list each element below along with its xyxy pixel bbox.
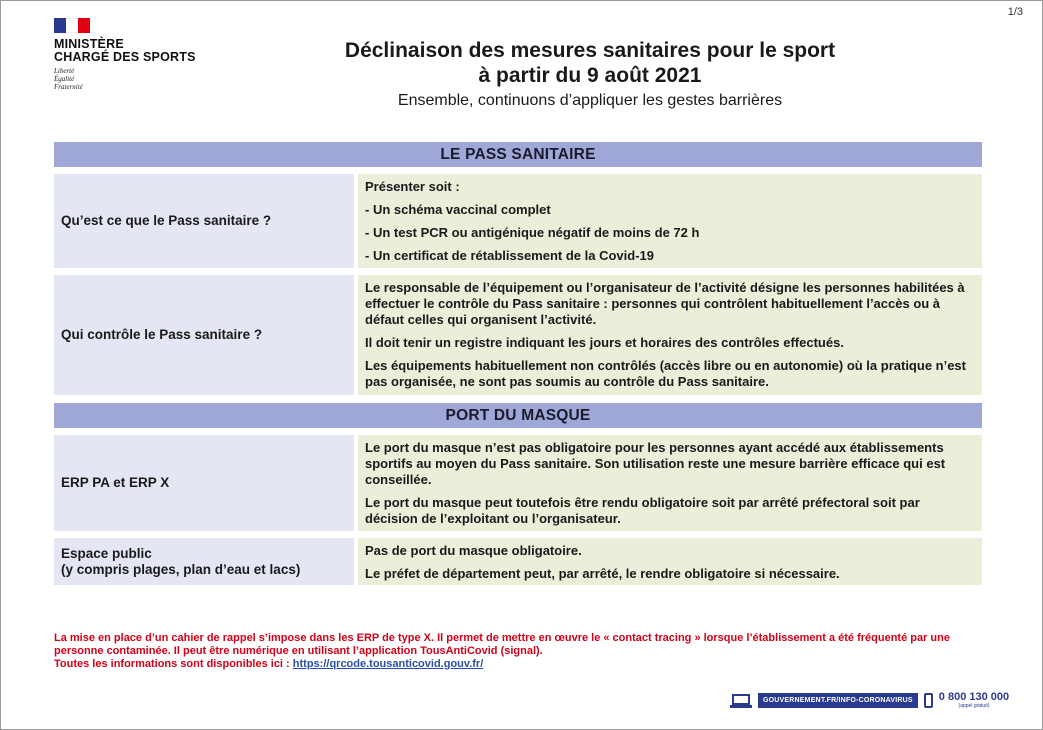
page-number: 1/3 xyxy=(1007,6,1023,18)
row-content xyxy=(358,275,982,395)
footnote-info-prefix: Toutes les informations sont disponibles ici : xyxy=(54,658,293,670)
content-paragraph: Présenter soit : xyxy=(365,179,460,194)
row-content xyxy=(358,174,982,268)
table-row xyxy=(54,435,982,531)
section-header-pass-sanitaire: LE PASS SANITAIRE xyxy=(54,142,982,167)
ministry-line-1: MINISTÈRE xyxy=(54,37,124,51)
ministry-line-2: CHARGÉ DES SPORTS xyxy=(54,50,196,64)
content-paragraph: Le préfet de département peut, par arrêté, le rendre obligatoire si nécessaire. xyxy=(365,566,840,581)
content-paragraph: Il doit tenir un registre indiquant les jours et horaires des contrôles effectués. xyxy=(365,335,844,350)
hotline xyxy=(939,692,1009,709)
hotline-number: 0 800 130 000 xyxy=(938,691,1010,703)
footnote xyxy=(54,632,994,671)
content-paragraph: Le port du masque peut toutefois être rendu obligatoire soit par arrêté préfectoral soit par décision de l’exploitant ou l’organisateur. xyxy=(365,495,920,526)
hotline-note: (appel gratuit) xyxy=(958,703,990,709)
title-line-1: Déclinaison des mesures sanitaires pour le sport xyxy=(344,39,836,62)
table-row xyxy=(54,174,982,268)
phone-icon xyxy=(924,693,933,708)
row-content xyxy=(358,435,982,531)
document-subtitle: Ensemble, continuons d’appliquer les gestes barrières xyxy=(397,92,783,109)
table-row xyxy=(54,275,982,395)
ministry-logo xyxy=(54,18,214,91)
laptop-icon xyxy=(730,694,752,708)
row-label: Qui contrôle le Pass sanitaire ? xyxy=(54,275,354,395)
content-paragraph: - Un certificat de rétablissement de la Covid-19 xyxy=(365,248,654,263)
motto-egalite: Égalité xyxy=(54,75,75,83)
row-label: Qu’est ce que le Pass sanitaire ? xyxy=(54,174,354,268)
row-content xyxy=(358,538,982,585)
content-paragraph: - Un schéma vaccinal complet xyxy=(365,202,551,217)
content-paragraph: Pas de port du masque obligatoire. xyxy=(365,543,582,558)
content-paragraph: Le port du masque n’est pas obligatoire pour les personnes ayant accédé aux établissements sportifs au moyen du Pass sanitaire. Son utilisation reste une mesure barrière efficace qui est conseillée. xyxy=(365,440,946,487)
document-header xyxy=(250,38,930,111)
gov-info-label: GOUVERNEMENT.FR/INFO-CORONAVIRUS xyxy=(758,693,918,708)
row-label-line-1: Espace public xyxy=(61,545,152,561)
row-label-line-2: (y compris plages, plan d’eau et lacs) xyxy=(61,561,301,577)
content-paragraph: Le responsable de l’équipement ou l’organisateur de l’activité désigne les personnes habilitées à effectuer le contrôle du Pass sanitaire : personnes qui contrôlent habituellement l’accès ou à défaut celles qui organisent l’activité. xyxy=(365,280,965,327)
french-flag-icon xyxy=(54,18,90,33)
title-line-2: à partir du 9 août 2021 xyxy=(478,64,702,87)
table-row xyxy=(54,538,982,585)
motto-fraternite: Fraternité xyxy=(54,83,83,91)
republic-motto xyxy=(54,67,214,91)
motto-liberte: Liberté xyxy=(54,67,75,75)
row-label: ERP PA et ERP X xyxy=(54,435,354,531)
ministry-name xyxy=(54,38,214,64)
content-paragraph: - Un test PCR ou antigénique négatif de moins de 72 h xyxy=(365,225,700,240)
row-label xyxy=(54,538,354,585)
document-title xyxy=(250,38,930,88)
footnote-text: La mise en place d’un cahier de rappel s’impose dans les ERP de type X. Il permet de mettre en œuvre le « contact tracing » lorsque l’établissement a été fréquenté par une personne contaminée. Il peut être numérique en utilisant l’application TousAntiCovid (signal). xyxy=(54,632,950,657)
gov-info-badge xyxy=(730,692,1009,709)
section-header-port-du-masque: PORT DU MASQUE xyxy=(54,403,982,428)
content-paragraph: Les équipements habituellement non contrôlés (accès libre ou en autonomie) où la pratique n’est pas organisée, ne sont pas soumis au contrôle du Pass sanitaire. xyxy=(365,358,966,389)
footnote-info-line xyxy=(54,658,994,671)
tousanticovid-link[interactable]: https://qrcode.tousanticovid.gouv.fr/ xyxy=(292,658,484,670)
